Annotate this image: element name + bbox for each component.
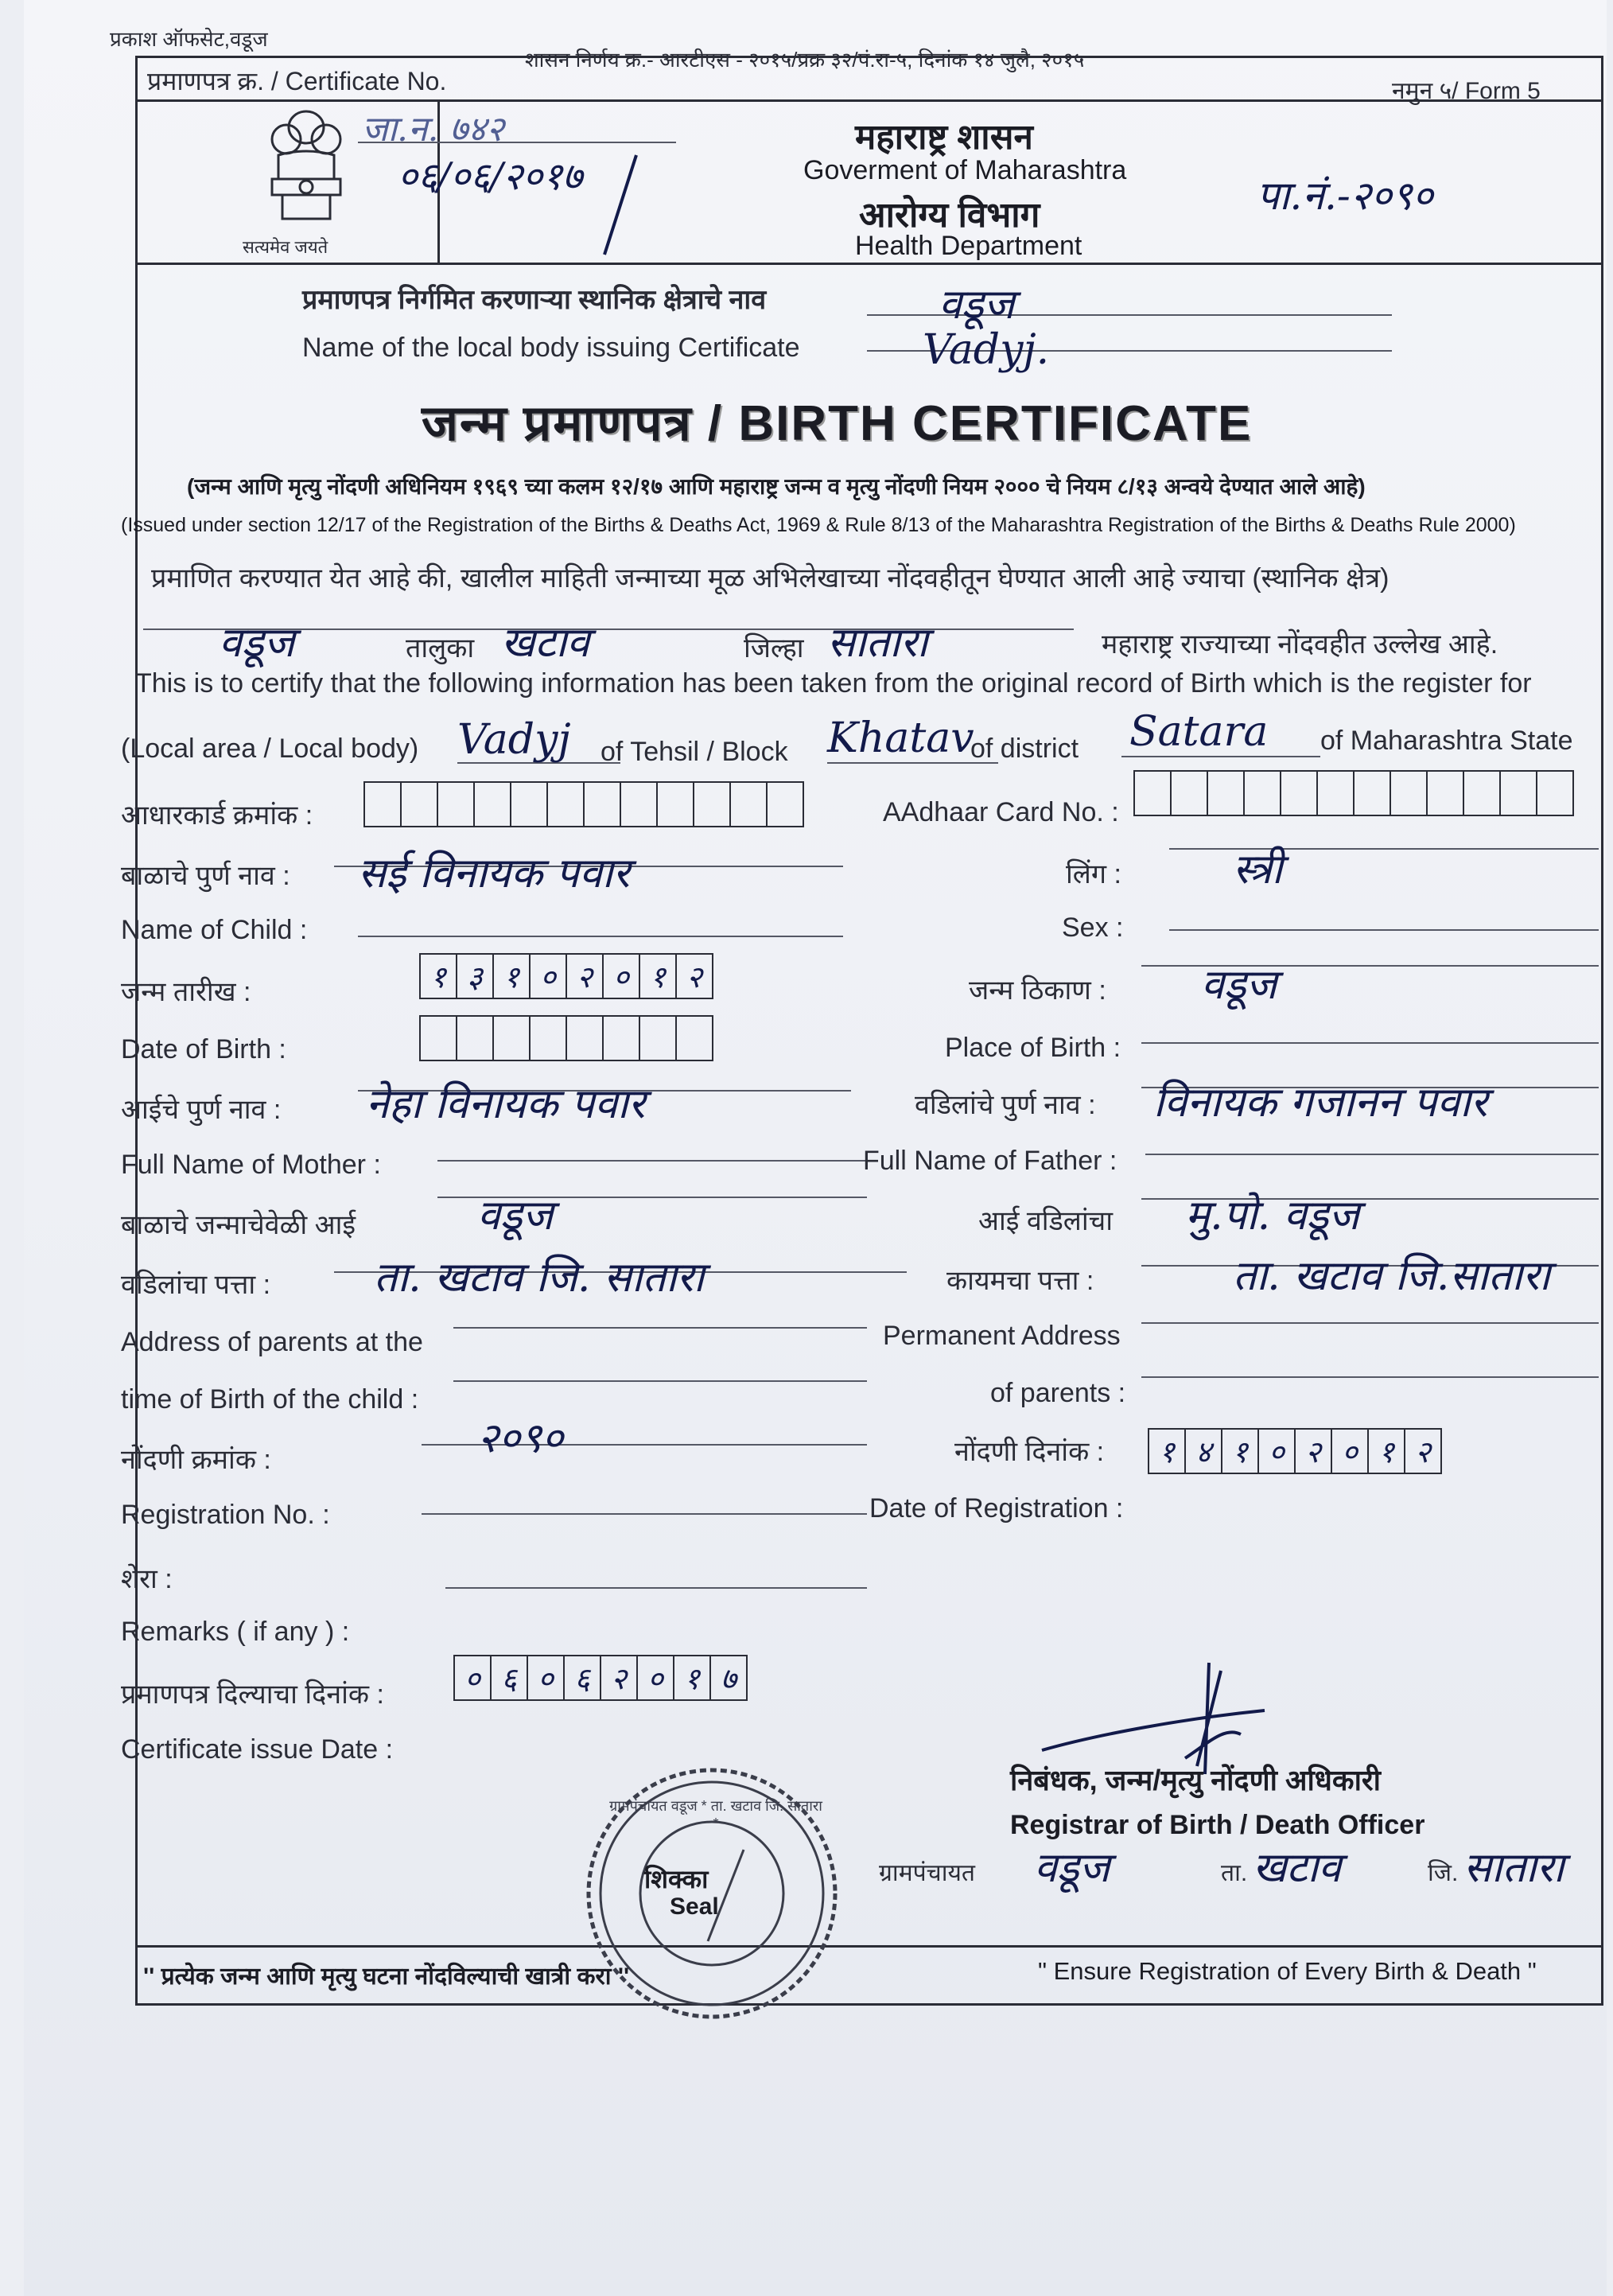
district-value-short: सातारा [1463,1844,1564,1892]
issue-date-digit: ६ [565,1656,601,1699]
district-value: सातारा [827,619,928,667]
dob-boxes [419,953,713,999]
mother-name-value: नेहा विनायक पवार [366,1080,645,1128]
gram-panchayat-value: वडूज [1034,1844,1110,1892]
issue-date-label-english: Certificate issue Date : [121,1734,394,1765]
issue-date-label-marathi: प्रमाणपत्र दिल्याचा दिनांक : [121,1679,384,1710]
issue-date-digit: १ [674,1656,711,1699]
tehsil-value: Khatav [827,714,974,762]
perm-label-marathi-2: कायमचा पत्ता : [946,1266,1094,1296]
child-name-label-english: Name of Child : [121,915,308,945]
registrar-title-english: Registrar of Birth / Death Officer [1010,1810,1425,1840]
gov-title-english: Goverment of Maharashtra [803,155,1127,185]
district-label-english: of district [970,734,1079,764]
perm-label-english-1: Permanent Address [883,1321,1121,1351]
district-label: जिल्हा [744,633,804,664]
pob-label-english: Place of Birth : [945,1033,1121,1063]
aadhaar-boxes-right [1133,770,1574,816]
dob-digit: ० [604,955,640,998]
issue-date-boxes [453,1655,748,1701]
dept-title-marathi: आरोग्य विभाग [859,196,1040,235]
dob-digit: ० [531,955,567,998]
father-name-value: विनायक गजानन पवार [1153,1079,1488,1127]
addr-birth-value-1: वडूज [477,1192,554,1239]
taluka-label: तालुका [406,633,475,664]
local-body-value-marathi: वडूज [939,281,1015,329]
issue-date-digit: २ [601,1656,638,1699]
dob-digit: १ [640,955,677,998]
dept-title-english: Health Department [855,231,1082,261]
aadhaar-label-marathi: आधारकार्ड क्रमांक : [121,800,313,831]
mother-label-marathi: आईचे पुर्ण नाव : [121,1095,282,1125]
perm-value-2: ता. खटाव जि.सातारा [1233,1252,1550,1300]
registrar-title-marathi: निबंधक, जन्म/मृत्यु नोंदणी अधिकारी [1010,1764,1381,1796]
reg-date-boxes [1148,1428,1442,1474]
district-label-short: जि. [1428,1860,1459,1886]
reg-no-label-english: Registration No. : [121,1500,330,1530]
addr-birth-label-english-2: time of Birth of the child : [121,1384,419,1415]
dob-digit: १ [494,955,531,998]
aadhaar-label-english: AAdhaar Card No. : [883,797,1119,827]
reg-no-label-marathi: नोंदणी क्रमांक : [121,1445,271,1475]
perm-value-1: मु.पो. वडूज [1185,1192,1360,1239]
pob-label-marathi: जन्म ठिकाण : [969,975,1106,1006]
issue-date-digit: ६ [492,1656,528,1699]
dob-boxes-english [419,1015,713,1061]
father-label-english: Full Name of Father : [863,1146,1117,1176]
child-name-value: सई विनायक पवार [358,850,630,897]
hand-cert-number: जा.न. ७४२ [362,109,505,150]
gr-reference: शासन निर्णय क्र.- आरटीएस - २०१५/प्रक्र ३२/पं.रा-५, दिनांक १४ जुलै, २०१५ [525,48,1085,72]
local-body-value-english: Vadyj. [923,326,1050,374]
hand-page-number: पा.नं.-२०९० [1257,173,1433,219]
seal-ring-text: ग्रामपंचायत वडूज * ता. खटाव जि. सातारा * [609,1798,822,1831]
reg-date-digit: २ [1296,1430,1332,1473]
issue-date-digit: ० [528,1656,565,1699]
remarks-label-marathi: शेरा : [121,1564,173,1594]
seal-label-marathi: शिक्का [644,1865,709,1893]
certificate-title: जन्म प्रमाणपत्र / BIRTH CERTIFICATE [422,396,1253,451]
dob-digit: १ [421,955,457,998]
dob-digit: २ [686,959,702,994]
reg-date-digit: ० [1332,1430,1369,1473]
local-body-label-english: Name of the local body issuing Certificate [302,333,800,363]
child-name-label-marathi: बाळाचे पुर्ण नाव : [121,861,290,891]
footer-marathi: '' प्रत्येक जन्म आणि मृत्यु घटना नोंदविल्याची खात्री करा '' [143,1963,630,1990]
certify-marathi: प्रमाणित करण्यात येत आहे की, खालील माहिती जन्माच्या मूळ अभिलेखाच्या नोंदवहीतून घेण्यात आली आहे ज्याचा (स्थानिक क्षेत्र) [151,563,1390,593]
father-label-marathi: वडिलांचे पुर्ण नाव : [915,1090,1096,1120]
reg-date-digit: ० [1259,1430,1296,1473]
emblem-motto: सत्यमेव जयते [243,237,328,257]
taluka-value-short: खटाव [1253,1844,1342,1892]
gov-title-marathi: महाराष्ट्र शासन [855,118,1033,157]
reg-date-label-marathi: नोंदणी दिनांक : [954,1437,1105,1467]
local-area-label: (Local area / Local body) [121,734,419,764]
reg-date-digit: २ [1415,1434,1431,1469]
hand-cert-date: ०६/०६/२०१७ [398,154,583,199]
pob-value: वडूज [1201,961,1277,1009]
local-area-marathi: वडूज [219,619,295,667]
national-emblem-icon [255,103,358,239]
reg-date-digit: १ [1222,1430,1259,1473]
gram-panchayat-label: ग्रामपंचायत [879,1860,975,1886]
issue-date-digit: ० [638,1656,674,1699]
certify-english: This is to certify that the following information has been taken from the original record of Birth which is the register for [135,668,1532,699]
reg-date-digit: १ [1149,1430,1186,1473]
state-english: of Maharashtra State [1320,726,1573,756]
hand-stroke [581,151,660,263]
perm-label-english-2: of parents : [990,1378,1126,1408]
act-text-marathi: (जन्म आणि मृत्यु नोंदणी अधिनियम १९६९ च्या कलम १२/१७ आणि महाराष्ट्र जन्म व मृत्यु नोंदणी नियम २००० चे नियम ८/१३ अन्वये देण्यात आले आहे) [187,474,1366,499]
addr-birth-value-2: ता. खटाव जि. सातारा [374,1254,705,1302]
dob-digit: ३ [457,955,494,998]
reg-no-value: २०९० [477,1415,564,1462]
dob-digit: २ [567,955,604,998]
addr-birth-label-marathi-2: वडिलांचा पत्ता : [121,1270,271,1300]
printer-name: प्रकाश ऑफसेट,वडूज [110,27,268,51]
reg-date-digit: १ [1369,1430,1405,1473]
tehsil-label: of Tehsil / Block [601,737,788,767]
taluka-label-short: ता. [1221,1860,1248,1886]
issue-date-digit: ० [455,1656,492,1699]
district-value-english: Satara [1129,708,1269,756]
act-text-english: (Issued under section 12/17 of the Registration of the Births & Deaths Act, 1969 & Rule 8/13 of the Maharashtra Registration of the Births & Deaths Rule 2000) [121,514,1516,536]
addr-birth-label-english-1: Address of parents at the [121,1327,423,1357]
perm-label-marathi-1: आई वडिलांचा [978,1206,1114,1236]
local-area-value: Vadyj [457,716,571,764]
certificate-paper [24,0,1607,2296]
issue-date-digit: ७ [721,1661,737,1696]
footer-english: " Ensure Registration of Every Birth & Death " [1038,1957,1537,1985]
dob-label-marathi: जन्म तारीख : [121,977,251,1007]
sex-label-marathi: लिंग : [1066,859,1121,889]
addr-birth-label-marathi-1: बाळाचे जन्माचेवेळी आई [121,1210,356,1240]
remarks-label-english: Remarks ( if any ) : [121,1617,350,1647]
taluka-value: खटाव [501,619,590,667]
local-body-label-marathi: प्रमाणपत्र निर्गमित करणाऱ्या स्थानिक क्षेत्राचे नाव [302,285,767,315]
reg-date-label-english: Date of Registration : [869,1493,1124,1524]
aadhaar-boxes-left [363,781,804,827]
seal-label-english: Seal [670,1893,719,1920]
sex-value: स्त्री [1233,846,1283,893]
state-marathi: महाराष्ट्र राज्याच्या नोंदवहीत उल्लेख आहे. [1102,629,1498,660]
dob-label-english: Date of Birth : [121,1034,286,1064]
mother-label-english: Full Name of Mother : [121,1150,381,1180]
form-label: नमुन ५/ Form 5 [1392,78,1541,104]
sex-label-english: Sex : [1062,913,1124,943]
certificate-no-label: प्रमाणपत्र क्र. / Certificate No. [147,67,447,95]
reg-date-digit: ४ [1186,1430,1222,1473]
